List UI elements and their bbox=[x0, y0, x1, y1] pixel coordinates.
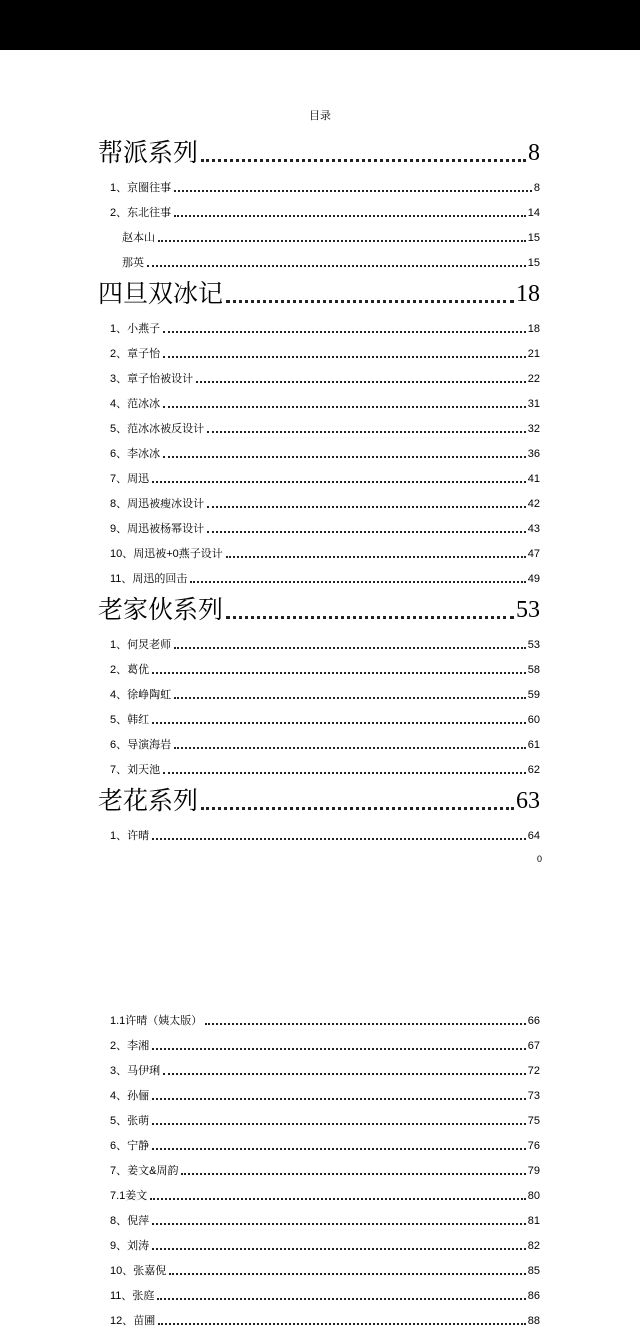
dot-leader bbox=[169, 1273, 526, 1275]
toc-entry[interactable] bbox=[98, 366, 540, 391]
toc-entry[interactable] bbox=[98, 466, 540, 491]
toc-entry-label: 赵本山 bbox=[122, 232, 155, 244]
dot-leader bbox=[163, 456, 526, 458]
toc-entry-label: 3、马伊琍 bbox=[110, 1065, 161, 1077]
toc-entry[interactable] bbox=[98, 1208, 540, 1233]
toc-entry[interactable] bbox=[98, 732, 540, 757]
toc-page-number: 47 bbox=[527, 548, 540, 560]
toc-page-number: 81 bbox=[527, 1215, 540, 1227]
toc-page-2 bbox=[98, 1008, 540, 1333]
dot-leader bbox=[163, 406, 526, 408]
toc-page-number: 49 bbox=[527, 573, 540, 585]
dot-leader bbox=[226, 300, 514, 303]
toc-page-number: 61 bbox=[527, 739, 540, 751]
dot-leader bbox=[201, 807, 514, 810]
toc-entry-label: 11、张庭 bbox=[110, 1290, 155, 1302]
dot-leader bbox=[190, 581, 525, 583]
toc-entry-label: 10、周迅被+0燕子设计 bbox=[110, 548, 223, 560]
toc-page-number: 8 bbox=[533, 182, 540, 194]
dot-leader bbox=[163, 1073, 526, 1075]
toc-page-number: 60 bbox=[527, 714, 540, 726]
toc-entry[interactable] bbox=[98, 1233, 540, 1258]
toc-section-heading[interactable] bbox=[98, 785, 540, 817]
toc-entry-label: 12、苗圃 bbox=[110, 1315, 156, 1327]
toc-entry-label: 老花系列 bbox=[98, 787, 199, 815]
dot-leader bbox=[174, 697, 526, 699]
dot-leader bbox=[181, 1173, 525, 1175]
toc-entry[interactable] bbox=[98, 1183, 540, 1208]
toc-entry-label: 7、姜文&周韵 bbox=[110, 1165, 179, 1177]
toc-section-heading[interactable] bbox=[98, 278, 540, 310]
toc-entry-label: 帮派系列 bbox=[98, 139, 199, 167]
dot-leader bbox=[207, 431, 526, 433]
dot-leader bbox=[174, 190, 532, 192]
toc-page-number: 58 bbox=[527, 664, 540, 676]
dot-leader bbox=[152, 1148, 526, 1150]
toc-page-number: 36 bbox=[527, 448, 540, 460]
toc-entry[interactable] bbox=[98, 566, 540, 591]
toc-page-number: 80 bbox=[527, 1190, 540, 1202]
toc-page-number: 72 bbox=[527, 1065, 540, 1077]
toc-page-number: 42 bbox=[527, 498, 540, 510]
toc-page-number: 18 bbox=[516, 281, 540, 307]
toc-entry[interactable] bbox=[98, 707, 540, 732]
toc-page-number: 67 bbox=[527, 1040, 540, 1052]
toc-entry-label: 7、刘天池 bbox=[110, 764, 161, 776]
toc-page-number: 76 bbox=[527, 1140, 540, 1152]
dot-leader bbox=[157, 1298, 525, 1300]
toc-entry[interactable] bbox=[98, 225, 540, 250]
toc-page-number: 59 bbox=[527, 689, 540, 701]
toc-title: 目录 bbox=[309, 110, 331, 122]
dot-leader bbox=[174, 647, 526, 649]
toc-entry[interactable] bbox=[98, 1008, 540, 1033]
toc-page-number: 15 bbox=[527, 257, 540, 269]
toc-entry-label: 1、小燕子 bbox=[110, 323, 161, 335]
toc-entry[interactable] bbox=[98, 1158, 540, 1183]
toc-entry[interactable] bbox=[98, 316, 540, 341]
toc-entry-label: 1、许晴 bbox=[110, 830, 150, 842]
toc-entry[interactable] bbox=[98, 491, 540, 516]
toc-entry-label: 4、孙俪 bbox=[110, 1090, 150, 1102]
toc-entry-label: 2、东北往事 bbox=[110, 207, 172, 219]
dot-leader bbox=[207, 531, 526, 533]
dot-leader bbox=[205, 1023, 525, 1025]
toc-entry-label: 9、刘涛 bbox=[110, 1240, 150, 1252]
dot-leader bbox=[152, 1123, 526, 1125]
toc-entry-label: 1.1许晴（姨太版） bbox=[110, 1015, 203, 1027]
toc-entry-label: 11、周迅的回击 bbox=[110, 573, 188, 585]
toc-entry[interactable] bbox=[98, 1283, 540, 1308]
toc-entry-label: 10、张嘉倪 bbox=[110, 1265, 167, 1277]
toc-section-heading[interactable] bbox=[98, 137, 540, 169]
toc-entry-label: 1、何炅老师 bbox=[110, 639, 172, 651]
toc-entry-label: 9、周迅被杨幂设计 bbox=[110, 523, 205, 535]
toc-entry-label: 5、韩红 bbox=[110, 714, 150, 726]
toc-entry[interactable] bbox=[98, 657, 540, 682]
toc-entry-label: 6、导演海岩 bbox=[110, 739, 172, 751]
dot-leader bbox=[152, 1223, 526, 1225]
toc-entry[interactable] bbox=[98, 341, 540, 366]
toc-page-number: 8 bbox=[528, 140, 540, 166]
toc-page-number: 73 bbox=[527, 1090, 540, 1102]
toc-entry-label: 1、京圈往事 bbox=[110, 182, 172, 194]
toc-section-heading[interactable] bbox=[98, 594, 540, 626]
dot-leader bbox=[174, 215, 526, 217]
toc-page-number: 22 bbox=[527, 373, 540, 385]
dot-leader bbox=[152, 838, 526, 840]
toc-entry-label: 2、葛优 bbox=[110, 664, 150, 676]
dot-leader bbox=[158, 1323, 526, 1325]
toc-entry[interactable] bbox=[98, 1083, 540, 1108]
toc-entry-label: 8、周迅被瘦冰设计 bbox=[110, 498, 205, 510]
toc-entry[interactable] bbox=[98, 416, 540, 441]
page-number: 0 bbox=[536, 854, 542, 864]
toc-page-number: 14 bbox=[527, 207, 540, 219]
toc-entry[interactable] bbox=[98, 1258, 540, 1283]
toc-page-number: 53 bbox=[527, 639, 540, 651]
toc-entry[interactable] bbox=[98, 441, 540, 466]
toc-entry-label: 7、周迅 bbox=[110, 473, 150, 485]
toc-entry-label: 6、李冰冰 bbox=[110, 448, 161, 460]
toc-entry[interactable] bbox=[98, 632, 540, 657]
toc-page-number: 79 bbox=[527, 1165, 540, 1177]
toc-page-number: 53 bbox=[516, 597, 540, 623]
toc-page-number: 21 bbox=[527, 348, 540, 360]
toc-entry-label: 4、范冰冰 bbox=[110, 398, 161, 410]
toc-page-number: 15 bbox=[527, 232, 540, 244]
dot-leader bbox=[174, 747, 526, 749]
toc-entry[interactable] bbox=[98, 250, 540, 275]
toc-entry[interactable] bbox=[98, 823, 540, 848]
toc-entry-label: 2、李湘 bbox=[110, 1040, 150, 1052]
dot-leader bbox=[152, 1048, 526, 1050]
toc-entry[interactable] bbox=[98, 516, 540, 541]
toc-entry[interactable] bbox=[98, 391, 540, 416]
toc-entry[interactable] bbox=[98, 1133, 540, 1158]
dot-leader bbox=[207, 506, 526, 508]
dot-leader bbox=[152, 1098, 526, 1100]
toc-entry-label: 6、宁静 bbox=[110, 1140, 150, 1152]
dot-leader bbox=[150, 1198, 525, 1200]
toc-page-number: 86 bbox=[527, 1290, 540, 1302]
toc-entry-label: 4、徐峥陶虹 bbox=[110, 689, 172, 701]
dot-leader bbox=[226, 616, 514, 619]
toc-entry-label: 老家伙系列 bbox=[98, 596, 224, 624]
toc-entry[interactable] bbox=[98, 1033, 540, 1058]
toc-entry[interactable] bbox=[98, 200, 540, 225]
dot-leader bbox=[158, 240, 526, 242]
dot-leader bbox=[152, 722, 526, 724]
toc-page-number: 82 bbox=[527, 1240, 540, 1252]
toc-page-number: 32 bbox=[527, 423, 540, 435]
toc-page-number: 75 bbox=[527, 1115, 540, 1127]
toc-entry[interactable] bbox=[98, 757, 540, 782]
toc-entry-label: 那英 bbox=[122, 257, 144, 269]
toc-entry-label: 2、章子怡 bbox=[110, 348, 161, 360]
toc-page-1 bbox=[98, 134, 540, 848]
toc-page-number: 18 bbox=[527, 323, 540, 335]
toc-entry-label: 四旦双冰记 bbox=[98, 280, 224, 308]
toc-entry-label: 3、章子怡被设计 bbox=[110, 373, 194, 385]
toc-page-number: 63 bbox=[516, 788, 540, 814]
dot-leader bbox=[163, 356, 526, 358]
toc-page-number: 31 bbox=[527, 398, 540, 410]
dot-leader bbox=[201, 159, 526, 162]
toc-page-number: 43 bbox=[527, 523, 540, 535]
toc-entry-label: 7.1姜文 bbox=[110, 1190, 148, 1202]
top-black-bar bbox=[0, 0, 640, 50]
dot-leader bbox=[163, 772, 526, 774]
toc-page-number: 41 bbox=[527, 473, 540, 485]
toc-page-number: 66 bbox=[527, 1015, 540, 1027]
dot-leader bbox=[152, 481, 526, 483]
toc-entry[interactable] bbox=[98, 1308, 540, 1333]
toc-entry-label: 8、倪萍 bbox=[110, 1215, 150, 1227]
toc-page-number: 85 bbox=[527, 1265, 540, 1277]
dot-leader bbox=[196, 381, 526, 383]
toc-entry[interactable] bbox=[98, 541, 540, 566]
toc-entry[interactable] bbox=[98, 1058, 540, 1083]
toc-page-number: 64 bbox=[527, 830, 540, 842]
toc-page-number: 88 bbox=[527, 1315, 540, 1327]
dot-leader bbox=[152, 1248, 526, 1250]
dot-leader bbox=[163, 331, 526, 333]
dot-leader bbox=[147, 265, 526, 267]
dot-leader bbox=[226, 556, 526, 558]
toc-entry-label: 5、范冰冰被反设计 bbox=[110, 423, 205, 435]
toc-entry[interactable] bbox=[98, 682, 540, 707]
toc-page-number: 62 bbox=[527, 764, 540, 776]
dot-leader bbox=[152, 672, 526, 674]
toc-entry[interactable] bbox=[98, 1108, 540, 1133]
toc-entry-label: 5、张萌 bbox=[110, 1115, 150, 1127]
toc-entry[interactable] bbox=[98, 175, 540, 200]
